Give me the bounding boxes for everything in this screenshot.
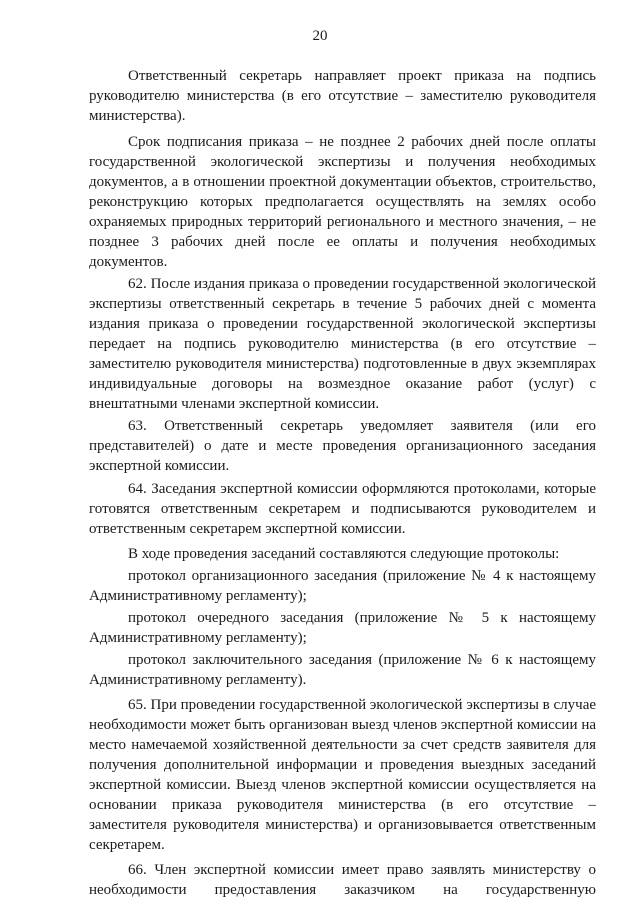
paragraph-65: 65. При проведении государственной экологической экспертизы в случае необходимости может быть организован выезд членов экспертной комиссии на место намечаемой хозяйственной деятельности за счет средств заявителя для получения дополнительной информации и проведения выездных заседаний экспертной комиссии. Выезд членов экспертной комиссии осуществляется на основании приказа руководителя министерства (в его отсутствие – заместителя руководителя министерства) и организовывается ответственным секретарем. [89, 697, 597, 854]
body-text [89, 66, 596, 900]
paragraph-64: 64. Заседания экспертной комиссии оформляются протоколами, которые готовятся ответственным секретарем и подписываются руководителем и ответственным секретарем экспертной комиссии. [89, 480, 596, 537]
paragraph-protocol-organizational: протокол организационного заседания (приложение № 4 к настоящему Административному регламенту); [89, 567, 596, 604]
page-number: 20 [312, 28, 328, 44]
paragraph-signing-deadline: Срок подписания приказа – не позднее 2 рабочих дней после оплаты государственной экологической экспертизы и получения необходимых документов, а в отношении проектной документации объектов, строительство, реконструкцию которых предполагается осуществлять на землях особо охраняемых природных территорий регионального и местного значения, – не позднее 3 рабочих дней после ее оплаты и получения необходимых документов. [89, 134, 596, 270]
paragraph-secretary-sends-draft: Ответственный секретарь направляет проект приказа на подпись руководителю министерства (в его отсутствие – заместителю руководителя министерства). [89, 68, 596, 124]
paragraph-protocols-intro: В ходе проведения заседаний составляются следующие протоколы: [128, 545, 560, 562]
paragraph-66: 66. Член экспертной комиссии имеет право заявлять министерству о необходимости предоставления заказчиком на государственную [89, 862, 596, 899]
paragraph-protocol-final: протокол заключительного заседания (приложение № 6 к настоящему Административному регламенту). [89, 652, 596, 689]
paragraph-62: 62. После издания приказа о проведении государственной экологической экспертизы ответственный секретарь в течение 5 рабочих дней с момента издания приказа о проведении государственной экологической экспертизы передает на подпись руководителю министерства (в его отсутствие – заместителю руководителя министерства) подготовленные в двух экземплярах индивидуальные договоры на возмездное оказание работ (услуг) с внештатными членами экспертной комиссии. [89, 276, 596, 413]
paragraph-protocol-regular: протокол очередного заседания (приложение № 5 к настоящему Административному регламенту); [89, 609, 596, 646]
paragraph-63: 63. Ответственный секретарь уведомляет заявителя (или его представителей) о дате и месте проведения организационного заседания экспертной комиссии. [89, 418, 596, 475]
